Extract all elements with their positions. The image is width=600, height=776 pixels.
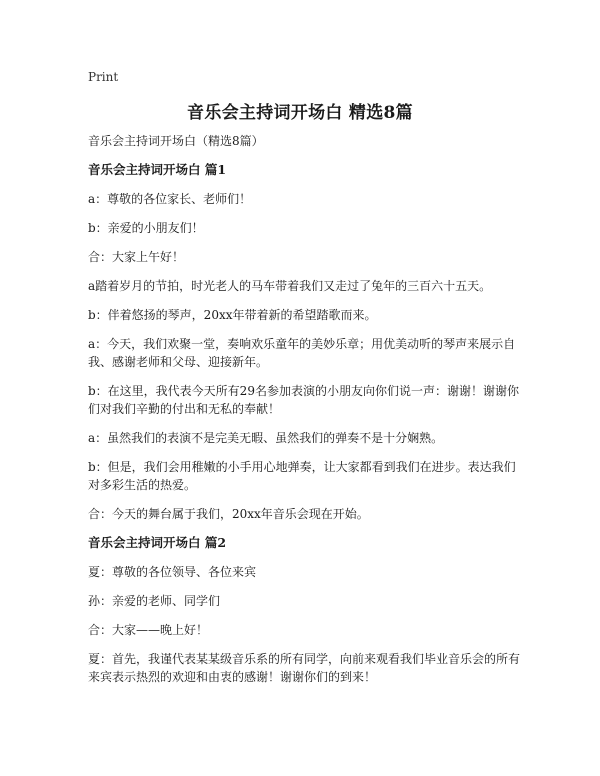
paragraph: a：尊敬的各位家长、老师们！ [88, 192, 252, 206]
section-1 [88, 161, 523, 523]
paragraph: b：但是，我们会用稚嫩的小手用心地弹奏，让大家都看到我们在进步。表达我们对多彩生活的热爱。 [88, 460, 516, 492]
paragraph: a：今天，我们欢聚一堂，奏响欢乐童年的美妙乐章；用优美动听的琴声来展示自我、感谢老师和父母、迎接新年。 [88, 337, 516, 369]
paragraph: 合：今天的舞台属于我们，20xx年音乐会现在开始。 [88, 507, 369, 521]
paragraph: b：伴着悠扬的琴声，20xx年带着新的希望踏歌而来。 [88, 308, 377, 322]
paragraph: 合：大家上午好！ [88, 250, 185, 264]
paragraph: 合：大家——晚上好！ [88, 623, 209, 637]
section-heading: 音乐会主持词开场白 篇1 [88, 162, 227, 177]
document-title: 音乐会主持词开场白 精选8篇 [187, 103, 413, 123]
paragraph: b：亲爱的小朋友们！ [88, 221, 204, 235]
document-subtitle: 音乐会主持词开场白（精选8篇） [88, 134, 264, 148]
paragraph: 夏：首先，我谨代表某某级音乐系的所有同学，向前来观看我们毕业音乐会的所有来宾表示热烈的欢迎和由衷的感谢！谢谢你们的到来！ [88, 652, 521, 684]
section-heading: 音乐会主持词开场白 篇2 [88, 535, 227, 550]
paragraph: a踏着岁月的节拍，时光老人的马车带着我们又走过了兔年的三百六十五天。 [88, 279, 492, 293]
document-body [88, 132, 523, 697]
print-label: Print [88, 70, 119, 84]
paragraph: a：虽然我们的表演不是完美无暇、虽然我们的弹奏不是十分娴熟。 [88, 431, 444, 445]
paragraph: b：在这里，我代表今天所有29名参加表演的小朋友向你们说一声：谢谢！谢谢你们对我们辛勤的付出和无私的奉献！ [88, 384, 519, 416]
paragraph: 孙：亲爱的老师、同学们 [88, 594, 221, 608]
paragraph: 夏：尊敬的各位领导、各位来宾 [88, 565, 257, 579]
section-2 [88, 534, 523, 686]
